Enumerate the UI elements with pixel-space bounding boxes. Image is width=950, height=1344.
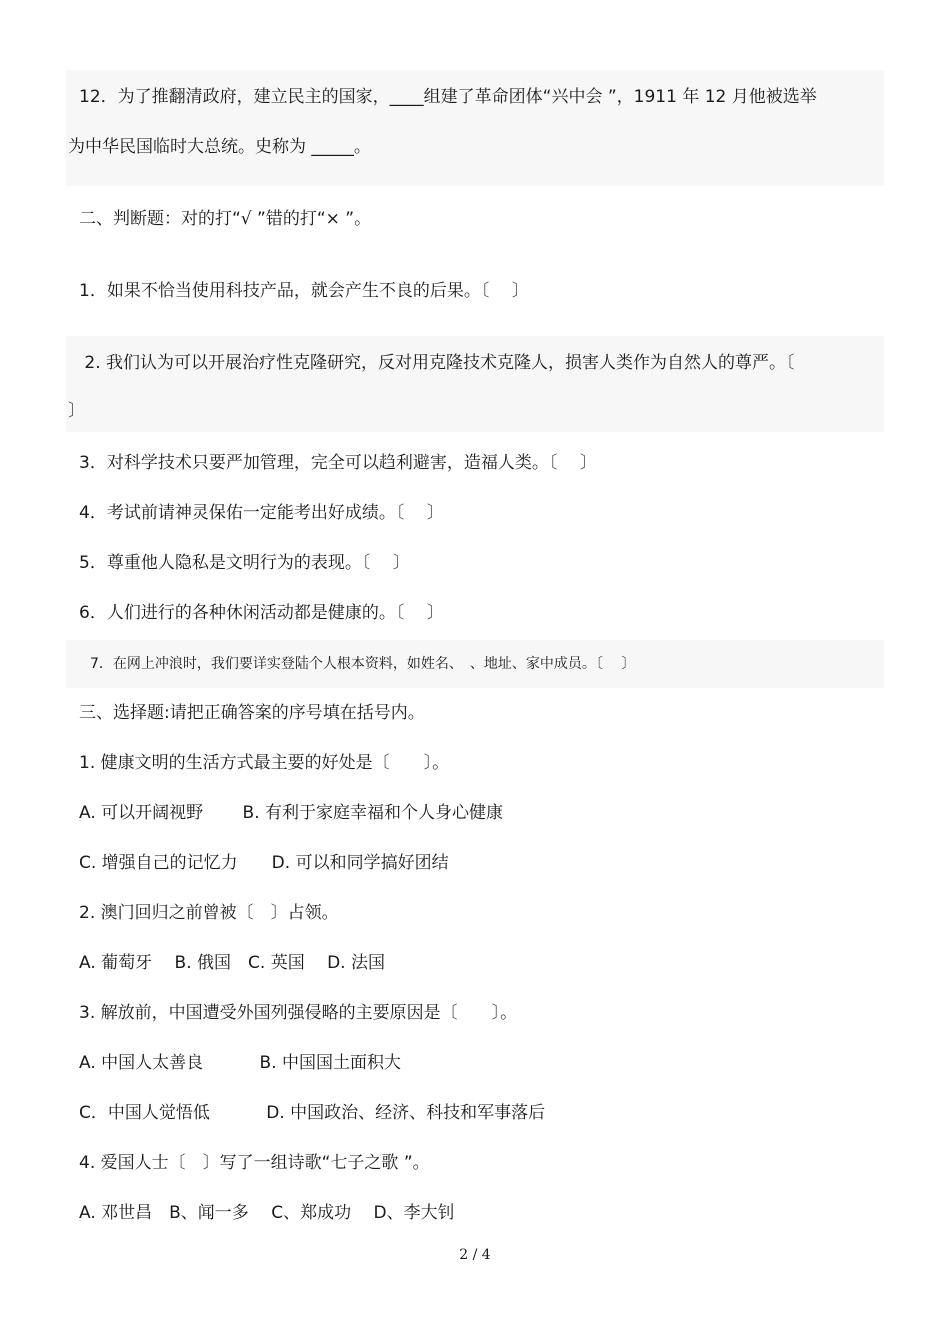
- mc-q1-options-ab: A. 可以开阔视野 B. 有利于家庭幸福和个人身心健康: [79, 803, 504, 823]
- mc-q2: 2. 澳门回归之前曾被〔 〕占领。: [79, 903, 339, 923]
- mc-q2-options: A. 葡萄牙 B. 俄国 C. 英国 D. 法国: [79, 953, 385, 973]
- mc-q4-options: A. 邓世昌 B、闻一多 C、郑成功 D、李大钊: [79, 1203, 455, 1223]
- tf-item-5: 5．尊重他人隐私是文明行为的表现。〔 〕: [79, 553, 410, 573]
- q12-line-2: 为中华民国临时大总统。史称为 _____。: [68, 137, 371, 157]
- page-number: 2 / 4: [459, 1247, 491, 1263]
- mc-q1-options-cd: C. 增强自己的记忆力 D. 可以和同学搞好团结: [79, 853, 449, 873]
- tf-item-6: 6．人们进行的各种休闲活动都是健康的。〔 〕: [79, 603, 444, 623]
- mc-q3-options-ab: A. 中国人太善良 B. 中国国土面积大: [79, 1053, 402, 1073]
- mc-q4: 4. 爱国人士〔 〕写了一组诗歌“七子之歌 ”。: [79, 1153, 430, 1173]
- mc-q3: 3. 解放前，中国遭受外国列强侵略的主要原因是〔 〕。: [79, 1003, 518, 1023]
- mc-q1: 1. 健康文明的生活方式最主要的好处是〔 〕。: [79, 753, 450, 773]
- section3-heading: 三、选择题:请把正确答案的序号填在括号内。: [79, 703, 425, 723]
- tf-item-2-continued: 〕: [68, 401, 85, 421]
- tf-item-1: 1．如果不恰当使用科技产品，就会产生不良的后果。〔 〕: [79, 281, 529, 301]
- q12-line-1: 12．为了推翻清政府，建立民主的国家，____组建了革命团体“兴中会 ”，1911 年 12 月他被选举: [79, 87, 817, 107]
- section2-heading: 二、判断题：对的打“√ ”错的打“× ”。: [79, 209, 372, 229]
- tf-item-4: 4．考试前请神灵保佑一定能考出好成绩。〔 〕: [79, 503, 444, 523]
- mc-q3-options-cd: C．中国人觉悟低 D. 中国政治、经济、科技和军事落后: [79, 1103, 546, 1123]
- tf-item-3: 3．对科学技术只要严加管理，完全可以趋利避害，造福人类。〔 〕: [79, 453, 597, 473]
- tf-item-7: 7．在网上冲浪时，我们要详实登陆个人根本资料，如姓名、 、地址、家中成员。〔 〕: [90, 656, 636, 672]
- tf-item-2: 2. 我们认为可以开展治疗性克隆研究，反对用克隆技术克隆人，损害人类作为自然人的尊严。〔: [79, 353, 795, 373]
